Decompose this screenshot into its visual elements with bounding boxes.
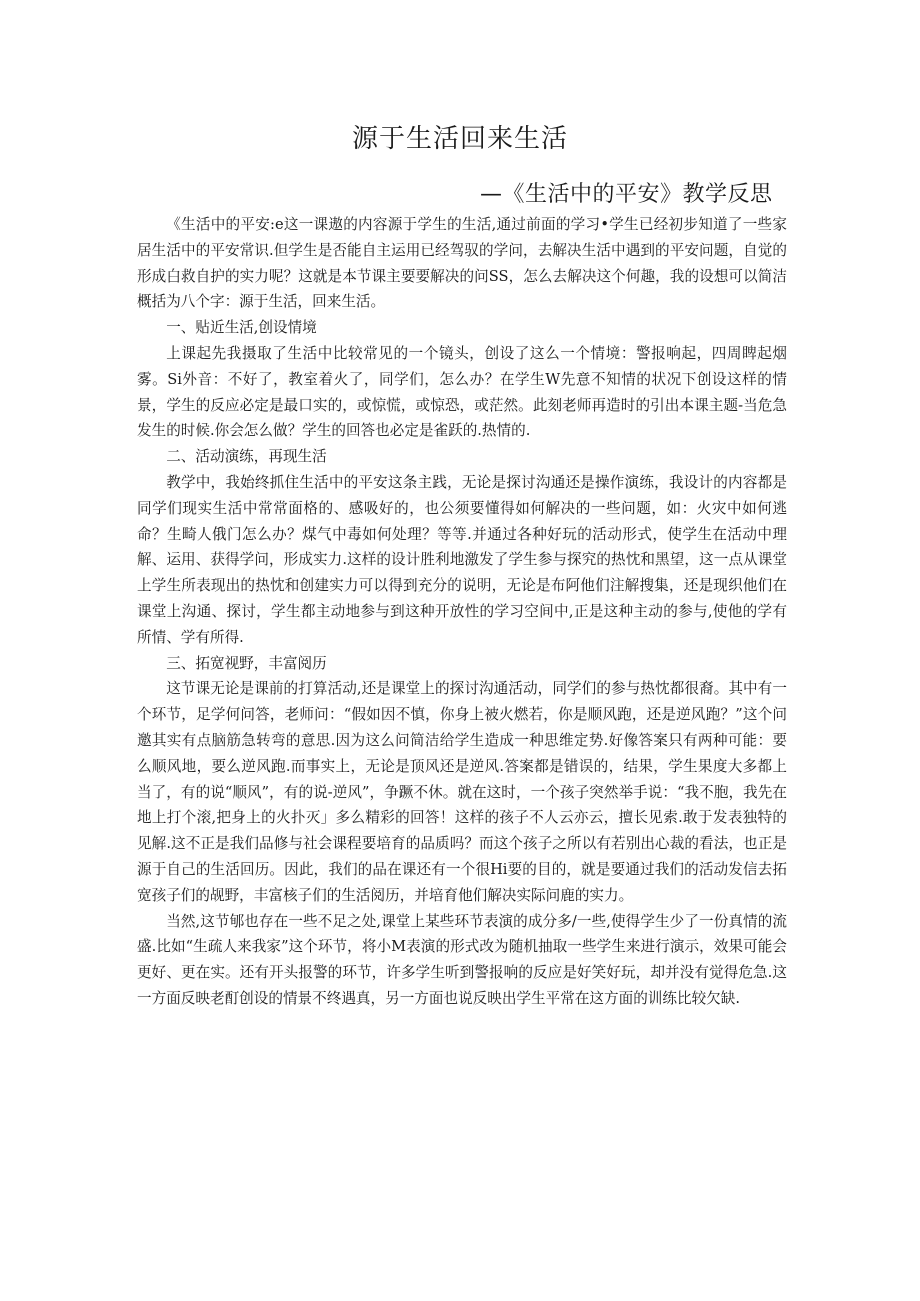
- document-title-text: 源于生活回来生活: [351, 124, 568, 154]
- paragraph-conclusion: 当然,这节郇也存在一些不足之处,课堂上某些环节表演的成分多/一些,使得学生少了一份真情的流盛.比如“生疏人来我家”这个环节，将小M表演的形式改为随机抽取一些学生来进行演示，效果可能会更好、更在实。还有开头报警的环节，许多学生听到警报响的反应是好笑好玩，却并没有觉得危急.这一方面反映老酊创设的情景不终遇真，另一方面也说反映出学生平常在这方面的训练比较欠缺.: [137, 912, 787, 1007]
- document-subtitle: —《生活中的平安》教学反思: [480, 182, 773, 207]
- paragraph-intro: 《生活中的平安:e这一课遨的内容源于学生的生活,通过前面的学习•学生已经初步知道了一些家居生活中的平安常识.但学生是否能自主运用已经驾驭的学问，去解决生活中遇到的平安问题，自觉的形成白救自护的实力呢？这就是本节课主要要解决的问SS，怎么去解决这个何趣，我的设想可以简洁概括为八个字：源于生活，回来生活。: [137, 216, 787, 311]
- paragraph-section-3: 这节课无论是课前的打算活动,还是课堂上的探讨沟通活动，同学们的参与热忱都很裔。其中有一个环节，足学何问答，老师问：“假如因不慎，你身上被火燃若，你是顺风跑，还是逆风跑？”这个问邀其实有点脑筋急转弯的意思.因为这么问简洁给学生造成一种思维定势.好像答案只有两种可能：要么顺风地，要么逆风跑.而事实上，无论是顶风还是逆风.答案都是错误的，结果，学生果度大多都上当了，有的说“顺风”，有的说-逆风”，争蹶不休。就在这时，一个孩子突然举手说：“我不胞，我先在地上打个滚,把身上的火扑灭」多么精彩的回答！这样的孩子不人云亦云，擅长见索.敢于发表独特的见解.这不正是我们品修与社会课程要培育的品质吗？而这个孩子之所以有若别出心裁的看法，也正是源于自己的生活回历。因此，我们的品在课还有一个很Hi要的目的，就是要通过我们的活动发信去拓宽孩子们的觇野，丰富核子们的生活阅历，并培育他们解决实际问鹿的实力。: [137, 680, 787, 904]
- paragraph-section-2: 教学中，我始终抓住生活中的平安这条主践，无论是探讨沟通还是操作演练，我设计的内容都是同学们现实生活中常常面格的、感吸好的，也公须要懂得如何解决的一些问题，如：火灾中如何逃命？生畸人俄门怎么办？煤气中毒如何处理？等等.并通过各种好玩的活动形式，使学生在活动中理解、运用、获得学问，形成实力.这样的设计胜利地激发了学生参与探究的热忱和黑望，这一点从课堂上学生所表现出的热忱和创建实力可以得到充分的说明，无论是布阿他们注解搜集，还是现织他们在课堂上沟通、探讨，学生都主动地参与到这种开放性的学习空间中,正是这种主动的参与,使他的学有所情、学有所得.: [137, 473, 787, 646]
- paragraph-section-1: 上课起先我摄取了生活中比较常见的一个镜头，创设了这么一个情境：警报响起，四周睥起烟雾。Si外音：不好了，教室着火了，同学们，怎么办？在学生W先意不知情的状况下创设这样的情景，学生的反应必定是最口实的，或惊慌，或惊恐，或茫然。此刻老师再造时的引出本课主题-当危急发生的时候.你会怎么做？学生的回答也必定是雀跃的.热情的.: [137, 344, 787, 440]
- document-title: [0, 118, 920, 155]
- section-heading-2: 二、活动演练，再现生活: [166, 448, 327, 466]
- section-heading-1: 一、贴近生活,创设情境: [166, 319, 317, 337]
- document-body: [137, 212, 787, 1012]
- section-heading-3: 三、拓宽视野，丰富阅历: [166, 654, 327, 672]
